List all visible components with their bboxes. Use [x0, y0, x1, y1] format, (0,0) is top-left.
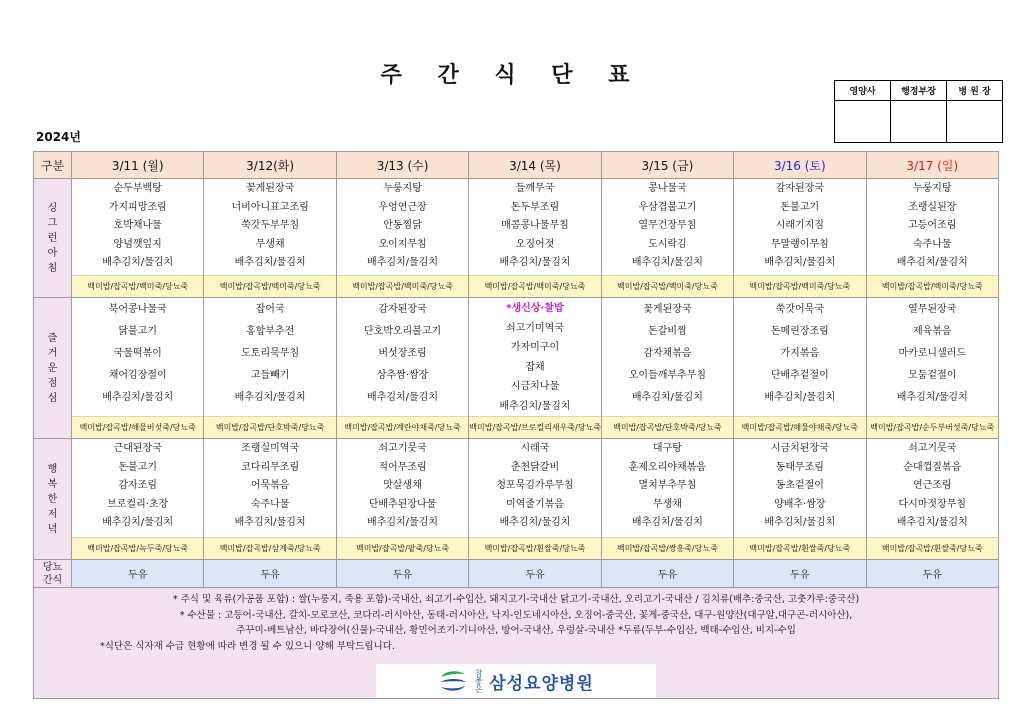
rice-porridge-options: 백미밥/잡곡밥/단호박죽/당뇨죽 [602, 416, 733, 438]
menu-item: 어묵볶음 [250, 480, 290, 492]
menu-items [72, 439, 203, 537]
menu-item: 춘천닭갈비 [510, 461, 560, 473]
menu-item: 홍합부추전 [245, 326, 295, 337]
menu-items [867, 439, 998, 537]
menu-item: 채어김장절이 [108, 370, 167, 381]
snack-label-line: 간식 [42, 574, 63, 586]
menu-item: 돈갈비찜 [648, 326, 687, 337]
menu-item: 호박채나물 [113, 220, 162, 232]
menu-item: 감자조림 [118, 480, 158, 492]
menu-items [337, 179, 468, 275]
approval-director-label: 병 원 장 [947, 81, 1003, 101]
menu-item: 배추김치/물김치 [102, 392, 174, 403]
snack-cell: 두유 [469, 560, 601, 588]
menu-item: 열무된장국 [908, 304, 957, 315]
breakfast-day-cell [866, 179, 998, 298]
lunch-day-cell [469, 298, 601, 439]
menu-item: 도토리묵무침 [241, 348, 300, 359]
menu-item: 순대껍질볶음 [903, 461, 962, 473]
rice-porridge-options: 백미밥/잡곡밥/백미죽/당뇨죽 [72, 275, 203, 297]
menu-items [734, 298, 865, 416]
menu-item: 쇠고기미역국 [505, 322, 564, 334]
menu-item: 무말랭이무침 [770, 238, 829, 250]
dinner-day-cell [866, 439, 998, 560]
snack-row [34, 560, 999, 588]
dinner-day-cell [734, 439, 866, 560]
menu-items [204, 298, 335, 416]
logo-prefix: 참좋은 [474, 669, 484, 693]
menu-item: 배추김치/물김치 [102, 517, 174, 529]
notes-row [34, 588, 999, 699]
menu-item: 누룽지탕 [383, 183, 422, 194]
menu-item: 동태무조림 [775, 461, 824, 473]
menu-items [734, 179, 865, 275]
menu-item: 누룽지탕 [912, 183, 952, 194]
menu-item: 도시락김 [648, 238, 687, 250]
menu-item: 배추김치/물김치 [102, 257, 174, 269]
special-menu-label: *생신상·찰밥 [506, 303, 564, 314]
breakfast-day-cell [204, 179, 336, 298]
menu-item: 적어무조림 [378, 461, 427, 473]
menu-item: 양념깻잎지 [113, 238, 162, 250]
menu-item: 시금치된장국 [770, 443, 829, 454]
menu-item: 가지피망조림 [108, 201, 167, 213]
weekly-menu-table [33, 151, 999, 699]
meal-label-char: 복 [47, 478, 58, 490]
menu-items [469, 298, 600, 416]
day-header-fri: 3/15 (금) [601, 152, 733, 179]
day-header-mon: 3/11 (월) [72, 152, 204, 179]
breakfast-label [34, 179, 72, 298]
snack-cell: 두유 [204, 560, 336, 588]
menu-items [602, 179, 733, 275]
menu-item: 오징어젓 [515, 238, 555, 250]
lunch-day-cell [336, 298, 468, 439]
menu-item: 고들빼기 [250, 370, 290, 381]
meal-label-char: 싱 [47, 202, 58, 214]
note-line: * 수산물 : 고등어-국내산, 갈치-모로코산, 코다리-러시아산, 동태-러시아산, 낙지-인도네시아산, 오징어-중국산, 꽃게-중국산, 대구-원양산(대구알,대구곤-러시아산), [179, 609, 853, 621]
menu-item: 배추김치/물김치 [234, 517, 306, 529]
menu-items [337, 439, 468, 537]
menu-item: 감자된장국 [775, 183, 824, 194]
rice-porridge-options: 백미밥/잡곡밥/백미죽/당뇨죽 [337, 275, 468, 297]
breakfast-row [34, 179, 999, 298]
rice-porridge-options: 백미밥/잡곡밥/계란야채죽/당뇨죽 [337, 416, 468, 438]
note-line: *식단은 식자재 수급 현황에 따라 변경 될 수 있으니 양해 부탁드립니다. [100, 640, 395, 652]
rice-porridge-options: 백미밥/잡곡밥/흰쌀죽/당뇨죽 [734, 537, 865, 559]
rice-porridge-options: 백미밥/잡곡밥/흰쌀죽/당뇨죽 [867, 537, 998, 559]
approval-admin-sign [891, 101, 947, 143]
menu-item: 단배추된장나물 [368, 498, 437, 510]
menu-item: 배추김치/물김치 [367, 517, 439, 529]
meal-label-char: 그 [47, 217, 58, 229]
rice-porridge-options: 백미밥/잡곡밥/백미죽/당뇨죽 [602, 275, 733, 297]
menu-item: 시래기지짐 [775, 220, 824, 232]
menu-item: 쇠고기뭇국 [378, 443, 427, 454]
year-label: 2024년 [36, 130, 81, 144]
menu-item: 배추김치/물김치 [896, 257, 968, 269]
rice-porridge-options: 백미밥/잡곡밥/백미죽/당뇨죽 [469, 275, 600, 297]
menu-item: 연근조림 [912, 480, 952, 492]
rice-porridge-options: 백미밥/잡곡밥/팥죽/당뇨죽 [337, 537, 468, 559]
lunch-day-cell [866, 298, 998, 439]
rice-porridge-options: 백미밥/잡곡밥/순두부버섯죽/당뇨죽 [867, 416, 998, 438]
menu-items [204, 179, 335, 275]
menu-item: 들깨무국 [515, 183, 555, 194]
menu-item: 쇠고기뭇국 [908, 443, 957, 454]
menu-item: 조랭실된장 [908, 201, 957, 213]
menu-item: 돈불고기 [780, 201, 820, 213]
rice-porridge-options: 백미밥/잡곡밥/백미죽/당뇨죽 [204, 275, 335, 297]
meal-label-char: 침 [47, 262, 58, 274]
menu-item: 청포묵김가루무침 [496, 480, 574, 492]
hospital-logo [376, 664, 656, 698]
menu-item: 배추김치/물김치 [234, 257, 306, 269]
menu-item: 가지볶음 [780, 348, 820, 359]
menu-item: 매콤콩나물무침 [501, 220, 569, 232]
lunch-row [34, 298, 999, 439]
dinner-label [34, 439, 72, 560]
breakfast-day-cell [469, 179, 601, 298]
meal-label-char: 저 [47, 508, 58, 520]
menu-item: 무생채 [255, 238, 285, 250]
menu-item: 모둠겉절이 [908, 370, 957, 381]
day-header-sat: 3/16 (토) [734, 152, 866, 179]
menu-items [602, 298, 733, 416]
menu-item: 시금치나물 [510, 381, 560, 392]
day-header-wed: 3/13 (수) [336, 152, 468, 179]
menu-item: 맛살생채 [383, 480, 422, 492]
menu-item: 동초겉절이 [775, 480, 824, 492]
rice-porridge-options: 백미밥/잡곡밥/해물버섯죽/당뇨죽 [72, 416, 203, 438]
rice-porridge-options: 백미밥/잡곡밥/단호박죽/당뇨죽 [204, 416, 335, 438]
menu-item: 배추김치/물김치 [764, 392, 836, 403]
menu-item: 돈두부조림 [510, 201, 560, 213]
menu-item: 북어콩나물국 [108, 304, 167, 315]
day-header-thu: 3/14 (목) [469, 152, 601, 179]
menu-item: 단호박오리불고기 [363, 326, 442, 337]
menu-item: 닭불고기 [118, 326, 158, 337]
menu-item: 시래국 [520, 443, 550, 454]
snack-label [34, 560, 72, 588]
breakfast-day-cell [601, 179, 733, 298]
menu-item: 조랭실미역국 [241, 443, 300, 454]
menu-item: 순두부백탕 [113, 183, 162, 194]
menu-items [469, 179, 600, 275]
menu-item: 숙주나물 [250, 498, 290, 510]
dinner-day-cell [601, 439, 733, 560]
menu-item: 우삼겹불고기 [638, 201, 697, 213]
meal-label-char: 아 [47, 247, 58, 259]
menu-item: 배추김치/물김치 [764, 517, 836, 529]
meal-label-char: 한 [47, 493, 58, 505]
rice-porridge-options: 백미밥/잡곡밥/해물야채죽/당뇨죽 [734, 416, 865, 438]
menu-items [734, 439, 865, 537]
menu-items [72, 179, 203, 275]
snack-cell: 두유 [601, 560, 733, 588]
lunch-label [34, 298, 72, 439]
menu-item: 훈제오리야채볶음 [628, 461, 707, 473]
day-header-tue: 3/12(화) [204, 152, 336, 179]
meal-label-char: 운 [47, 362, 58, 374]
menu-item: 배추김치/물김치 [631, 392, 703, 403]
meal-label-char: 심 [47, 392, 58, 404]
breakfast-day-cell [336, 179, 468, 298]
meal-label-char: 녁 [47, 523, 58, 535]
rice-porridge-options: 백미밥/잡곡밥/쌍흥죽/당뇨죽 [602, 537, 733, 559]
breakfast-day-cell [734, 179, 866, 298]
menu-item: 감자채볶음 [643, 348, 692, 359]
note-line: 주꾸미-베트남산, 바다장어(신물)-국내산, 황민어조기-기니아산, 방어-국내산, 우렁살-국내산 *두류(두부-수입산, 백태-수입산, 비지-수입 [236, 625, 796, 636]
dinner-day-cell [469, 439, 601, 560]
breakfast-day-cell [72, 179, 204, 298]
menu-item: 돈불고기 [118, 461, 158, 473]
rice-porridge-options: 백미밥/잡곡밥/백미죽/당뇨죽 [734, 275, 865, 297]
menu-item: 오이지무침 [378, 238, 427, 250]
menu-item: 브로컬리·초장 [107, 498, 169, 510]
approval-dietitian-sign [835, 101, 891, 143]
menu-item: 콩나물국 [648, 183, 687, 194]
lunch-day-cell [601, 298, 733, 439]
snack-cell: 두유 [72, 560, 204, 588]
menu-item: 고등어조림 [908, 220, 957, 232]
menu-items [469, 439, 600, 537]
lunch-day-cell [72, 298, 204, 439]
menu-item: 멸치부추무침 [638, 480, 697, 492]
origin-notes [34, 588, 999, 699]
menu-item: 꽃게된장국 [245, 183, 295, 194]
menu-item: 우엉연근장 [378, 201, 427, 213]
meal-label-char: 즐 [47, 332, 58, 344]
day-header-row [34, 152, 999, 179]
menu-item: 대구탕 [652, 443, 682, 454]
menu-item: 배추김치/물김치 [631, 517, 703, 529]
menu-item: 배추김치/물김치 [764, 257, 836, 269]
menu-item: 숙주나물 [912, 238, 952, 250]
approval-dietitian-label: 영양사 [835, 81, 891, 101]
snack-cell: 두유 [866, 560, 998, 588]
rice-porridge-options: 백미밥/잡곡밥/삼계죽/당뇨죽 [204, 537, 335, 559]
hospital-mark-icon [438, 668, 468, 694]
hospital-name: 삼성요양병원 [489, 673, 594, 694]
meal-label-char: 점 [47, 377, 58, 389]
rice-porridge-options: 백미밥/잡곡밥/녹두죽/당뇨죽 [72, 537, 203, 559]
dinner-day-cell [204, 439, 336, 560]
approval-admin-label: 행정부장 [891, 81, 947, 101]
menu-item: 국물떡볶이 [113, 348, 162, 359]
menu-item: 근대된장국 [113, 443, 162, 454]
menu-item: 제육볶음 [912, 326, 952, 337]
menu-item: 배추김치/물김치 [367, 392, 439, 403]
menu-item: 단배추겉절이 [770, 370, 829, 381]
dinner-row [34, 439, 999, 560]
dinner-day-cell [336, 439, 468, 560]
menu-item: 잡채 [525, 361, 545, 373]
snack-label-line: 당뇨 [42, 561, 63, 573]
menu-items [337, 298, 468, 416]
menu-items [867, 298, 998, 416]
menu-items [204, 439, 335, 537]
approval-box [834, 80, 1003, 143]
note-line: * 주식 및 육류(가공품 포함) : 쌀(누룽지, 죽용 포함)-국내산, 쇠고기-수입산, 돼지고기-국내산 닭고기-국내산, 오리고기-국내산 / 김치류(배추:중국산, 고춧가루:중국산) [172, 594, 860, 605]
menu-item: 배추김치/물김치 [631, 257, 703, 269]
snack-cell: 두유 [734, 560, 866, 588]
page-title: 주 간 식 단 표 [380, 63, 644, 88]
menu-item: 배추김치/물김치 [499, 517, 571, 529]
menu-item: 배추김치/물김치 [499, 257, 571, 269]
menu-item: 배추김치/물김치 [499, 400, 571, 412]
menu-item: 쑥갓어묵국 [775, 304, 824, 315]
menu-item: 잡어국 [255, 304, 285, 315]
rice-porridge-options: 백미밥/잡곡밥/브로컬리새우죽/당뇨죽 [469, 416, 600, 438]
menu-item: 마카로니샐러드 [898, 348, 967, 359]
menu-item: 다시마젓장무침 [898, 498, 967, 510]
menu-item: 감자된장국 [378, 304, 427, 315]
approval-director-sign [947, 101, 1003, 143]
meal-label-char: 행 [47, 463, 58, 475]
menu-item: 배추김치/물김치 [367, 257, 439, 269]
menu-item: 상추쌈·쌈장 [376, 370, 429, 381]
menu-item: 양배추·쌈장 [774, 498, 826, 510]
meal-label-char: 거 [47, 347, 58, 359]
menu-items [602, 439, 733, 537]
menu-items [867, 179, 998, 275]
menu-item: 열무건장무침 [638, 220, 697, 232]
menu-item: 꽃게된장국 [643, 304, 692, 315]
snack-cell: 두유 [336, 560, 468, 588]
rice-porridge-options: 백미밥/잡곡밥/흰쌀죽/당뇨죽 [469, 537, 600, 559]
menu-item: 코다리무조림 [241, 461, 300, 473]
menu-item: 버섯장조림 [378, 348, 427, 359]
menu-item: 미역줄기볶음 [505, 498, 564, 510]
lunch-day-cell [734, 298, 866, 439]
header-label: 구분 [34, 152, 72, 179]
menu-item: 돈메린장조림 [770, 326, 829, 337]
menu-item: 배추김치/물김치 [234, 392, 306, 403]
menu-item: 배추김치/물김치 [896, 517, 968, 529]
menu-item: 가자미구이 [510, 342, 560, 353]
menu-item: 쑥갓두부무침 [241, 220, 300, 232]
menu-items [72, 298, 203, 416]
menu-item: 배추김치/물김치 [896, 392, 968, 403]
dinner-day-cell [72, 439, 204, 560]
menu-item: 너비아니표고조림 [231, 201, 309, 213]
menu-item: 무생채 [652, 498, 682, 510]
menu-item: 오이들깨부추무침 [628, 370, 707, 381]
day-header-sun: 3/17 (일) [866, 152, 998, 179]
rice-porridge-options: 백미밥/잡곡밥/백미죽/당뇨죽 [867, 275, 998, 297]
meal-label-char: 런 [47, 232, 58, 244]
menu-item: 안동찜닭 [383, 220, 422, 232]
lunch-day-cell [204, 298, 336, 439]
